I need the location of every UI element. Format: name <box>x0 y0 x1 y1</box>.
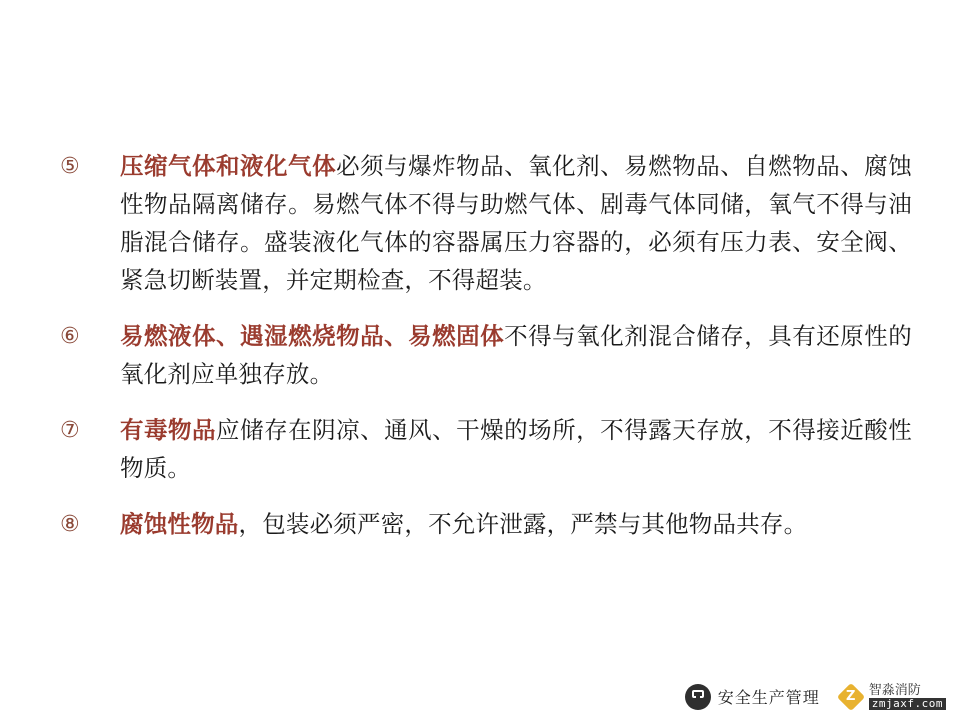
brand-watermark <box>838 684 946 710</box>
list-item-highlight: 压缩气体和液化气体 <box>120 154 337 180</box>
list-item-body: ，包装必须严密，不允许泄露，严禁与其他物品共存。 <box>238 512 808 538</box>
list-item <box>56 506 912 544</box>
list-item-highlight: 有毒物品 <box>120 418 217 444</box>
list-item-text <box>120 506 912 544</box>
list-item-text <box>120 318 912 394</box>
list-item-body: 必须与爆炸物品、氧化剂、易燃物品、自燃物品、腐蚀性物品隔离储存。易燃气体不得与助燃气体、剧毒气体同储，氧气不得与油脂混合储存。盛装液化气体的容器属压力容器的，必须有压力表、安全阀、紧急切断装置，并定期检查，不得超装。 <box>120 154 912 294</box>
list-item-body: 应储存在阴凉、通风、干燥的场所，不得露天存放，不得接近酸性物质。 <box>120 418 912 482</box>
watermark <box>685 684 946 710</box>
list-item-marker: ⑦ <box>60 418 80 443</box>
wechat-account-icon <box>685 684 711 710</box>
list-item-text <box>120 148 912 300</box>
list-item-highlight: 易燃液体、遇湿燃烧物品、易燃固体 <box>120 324 505 350</box>
account-name: 安全生产管理 <box>717 688 820 708</box>
list-item-marker: ⑤ <box>60 154 80 179</box>
list-item-highlight: 腐蚀性物品 <box>120 512 239 538</box>
brand-logo-letter: Z <box>846 689 856 705</box>
list-item <box>56 148 912 300</box>
list-item-marker: ⑧ <box>60 512 80 537</box>
brand-logo-icon <box>838 684 864 710</box>
bullet-list <box>56 148 912 562</box>
brand-texts <box>869 684 946 710</box>
account-watermark <box>685 684 820 710</box>
list-item <box>56 412 912 488</box>
brand-name: 智淼消防 <box>868 682 921 698</box>
list-item-body: 不得与氧化剂混合储存，具有还原性的氧化剂应单独存放。 <box>120 324 913 388</box>
list-item-marker: ⑥ <box>60 324 80 349</box>
list-item <box>56 318 912 394</box>
list-item-text <box>120 412 912 488</box>
brand-url: zmjaxf.com <box>869 698 946 710</box>
